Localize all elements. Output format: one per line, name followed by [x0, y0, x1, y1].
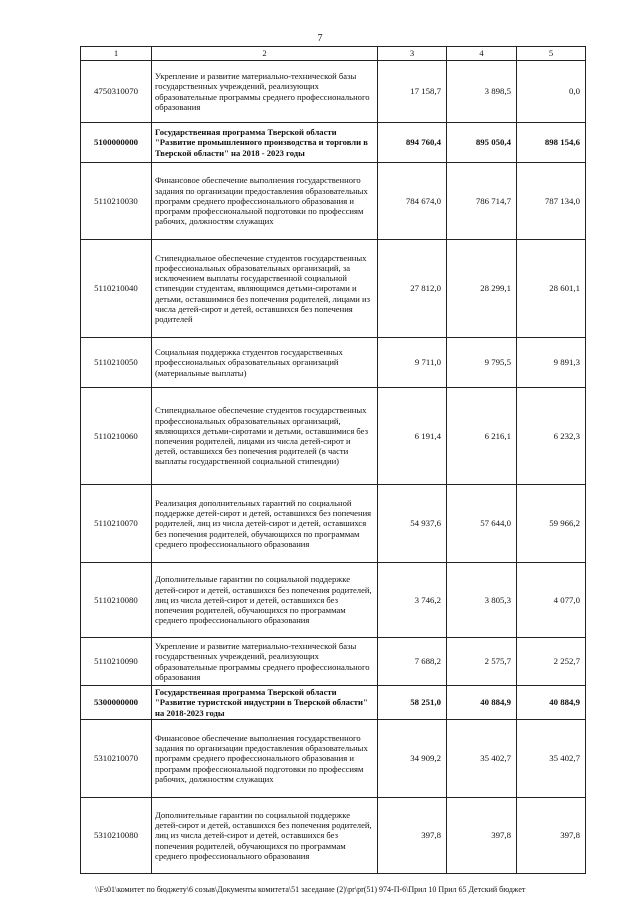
header-cell: 4 — [447, 47, 517, 61]
budget-code-cell: 5110210070 — [81, 485, 152, 563]
value-2018-cell: 34 909,2 — [378, 720, 447, 798]
table-row — [81, 720, 586, 798]
value-2018-cell: 784 674,0 — [378, 163, 447, 240]
value-2020-cell: 35 402,7 — [517, 720, 586, 798]
description-cell: Стипендиальное обеспечение студентов государственных профессиональных образовательных организаций, за исключением выплаты государственной социальной стипендии студентам, являющимся детьми-сиротами и детьми, оставшимися без попечения родителей, лицами из числа детей-сирот и детей, оставшихся без попечения родителей — [152, 240, 378, 338]
table-row — [81, 388, 586, 485]
value-2018-cell: 54 937,6 — [378, 485, 447, 563]
value-2020-cell: 4 077,0 — [517, 563, 586, 638]
value-2018-cell: 6 191,4 — [378, 388, 447, 485]
table-row — [81, 163, 586, 240]
description-cell: Финансовое обеспечение выполнения государственного задания по организации предоставления образовательных программ среднего профессионального образования и программ профессиональной подготовки по профессиям рабочих, должностям служащих — [152, 163, 378, 240]
value-2019-cell: 786 714,7 — [447, 163, 517, 240]
budget-code-cell: 5110210080 — [81, 563, 152, 638]
value-2020-cell: 787 134,0 — [517, 163, 586, 240]
description-cell: Укрепление и развитие материально-технической базы государственных учреждений, реализующих образовательные программы среднего профессионального образования — [152, 61, 378, 123]
budget-code-cell: 5110210030 — [81, 163, 152, 240]
value-2020-cell: 6 232,3 — [517, 388, 586, 485]
budget-code-cell: 5110210090 — [81, 638, 152, 686]
value-2018-cell: 3 746,2 — [378, 563, 447, 638]
file-path-footer: \\Fs01\комитет по бюджету\6 созыв\Документы комитета\51 заседание (2)\pr\pr(51) 974-П-6\Прил 10 Прил 65 Детский бюджет — [95, 885, 526, 894]
table-row — [81, 240, 586, 338]
value-2020-cell: 9 891,3 — [517, 338, 586, 388]
value-2020-cell: 0,0 — [517, 61, 586, 123]
value-2018-cell: 17 158,7 — [378, 61, 447, 123]
budget-table — [80, 46, 586, 874]
budget-code-cell: 5300000000 — [81, 686, 152, 720]
table-row — [81, 61, 586, 123]
description-cell: Дополнительные гарантии по социальной поддержке детей-сирот и детей, оставшихся без попечения родителей, лиц из числа детей-сирот и детей, оставшихся без попечения родителей, обучающихся по программам среднего профессионального образования — [152, 798, 378, 874]
value-2020-cell: 28 601,1 — [517, 240, 586, 338]
header-cell: 1 — [81, 47, 152, 61]
description-cell: Финансовое обеспечение выполнения государственного задания по организации предоставления образовательных программ среднего профессионального образования и программ профессиональной подготовки по профессиям рабочих, должностям служащих — [152, 720, 378, 798]
value-2020-cell: 898 154,6 — [517, 123, 586, 163]
value-2019-cell: 3 805,3 — [447, 563, 517, 638]
value-2019-cell: 397,8 — [447, 798, 517, 874]
description-cell: Укрепление и развитие материально-технической базы государственных учреждений, реализующих образовательные программы среднего профессионального образования — [152, 638, 378, 686]
value-2018-cell: 7 688,2 — [378, 638, 447, 686]
value-2019-cell: 35 402,7 — [447, 720, 517, 798]
value-2020-cell: 2 252,7 — [517, 638, 586, 686]
header-row — [81, 47, 586, 61]
value-2018-cell: 27 812,0 — [378, 240, 447, 338]
value-2020-cell: 59 966,2 — [517, 485, 586, 563]
table-row — [81, 338, 586, 388]
table-row — [81, 563, 586, 638]
table-row — [81, 638, 586, 686]
description-cell: Социальная поддержка студентов государственных профессиональных образовательных организаций (материальные выплаты) — [152, 338, 378, 388]
value-2019-cell: 40 884,9 — [447, 686, 517, 720]
value-2019-cell: 895 050,4 — [447, 123, 517, 163]
table-row — [81, 798, 586, 874]
value-2018-cell: 894 760,4 — [378, 123, 447, 163]
budget-code-cell: 4750310070 — [81, 61, 152, 123]
header-cell: 5 — [517, 47, 586, 61]
description-cell: Реализация дополнительных гарантий по социальной поддержке детей-сирот и детей, оставшихся без попечения родителей, лиц из числа детей-сирот и детей, оставшихся без попечения родителей, обучающихся по программам среднего профессионального образования — [152, 485, 378, 563]
header-cell: 2 — [152, 47, 378, 61]
value-2020-cell: 40 884,9 — [517, 686, 586, 720]
value-2019-cell: 2 575,7 — [447, 638, 517, 686]
value-2019-cell: 57 644,0 — [447, 485, 517, 563]
table-row — [81, 123, 586, 163]
budget-code-cell: 5310210080 — [81, 798, 152, 874]
table-row — [81, 686, 586, 720]
value-2019-cell: 9 795,5 — [447, 338, 517, 388]
value-2019-cell: 3 898,5 — [447, 61, 517, 123]
budget-code-cell: 5110210050 — [81, 338, 152, 388]
budget-code-cell: 5100000000 — [81, 123, 152, 163]
budget-code-cell: 5110210060 — [81, 388, 152, 485]
value-2018-cell: 397,8 — [378, 798, 447, 874]
budget-code-cell: 5310210070 — [81, 720, 152, 798]
budget-code-cell: 5110210040 — [81, 240, 152, 338]
value-2018-cell: 9 711,0 — [378, 338, 447, 388]
description-cell: Государственная программа Тверской области "Развитие промышленного производства и торговли в Тверской области" на 2018 - 2023 годы — [152, 123, 378, 163]
description-cell: Государственная программа Тверской области "Развитие туристской индустрии в Тверской области" на 2018-2023 годы — [152, 686, 378, 720]
description-cell: Дополнительные гарантии по социальной поддержке детей-сирот и детей, оставшихся без попечения родителей, лиц из числа детей-сирот и детей, оставшихся без попечения родителей, обучающихся по программам среднего профессионального образования — [152, 563, 378, 638]
header-cell: 3 — [378, 47, 447, 61]
value-2019-cell: 28 299,1 — [447, 240, 517, 338]
page-number: 7 — [317, 33, 323, 44]
value-2019-cell: 6 216,1 — [447, 388, 517, 485]
value-2020-cell: 397,8 — [517, 798, 586, 874]
description-cell: Стипендиальное обеспечение студентов государственных профессиональных образовательных организаций, являющихся детьми-сиротами и детьми, оставшимися без попечения родителей, лицами из числа детей-сирот и детей, оставшихся без попечения родителей (в части выплаты государственной социальной стипендии) — [152, 388, 378, 485]
table-row — [81, 485, 586, 563]
value-2018-cell: 58 251,0 — [378, 686, 447, 720]
